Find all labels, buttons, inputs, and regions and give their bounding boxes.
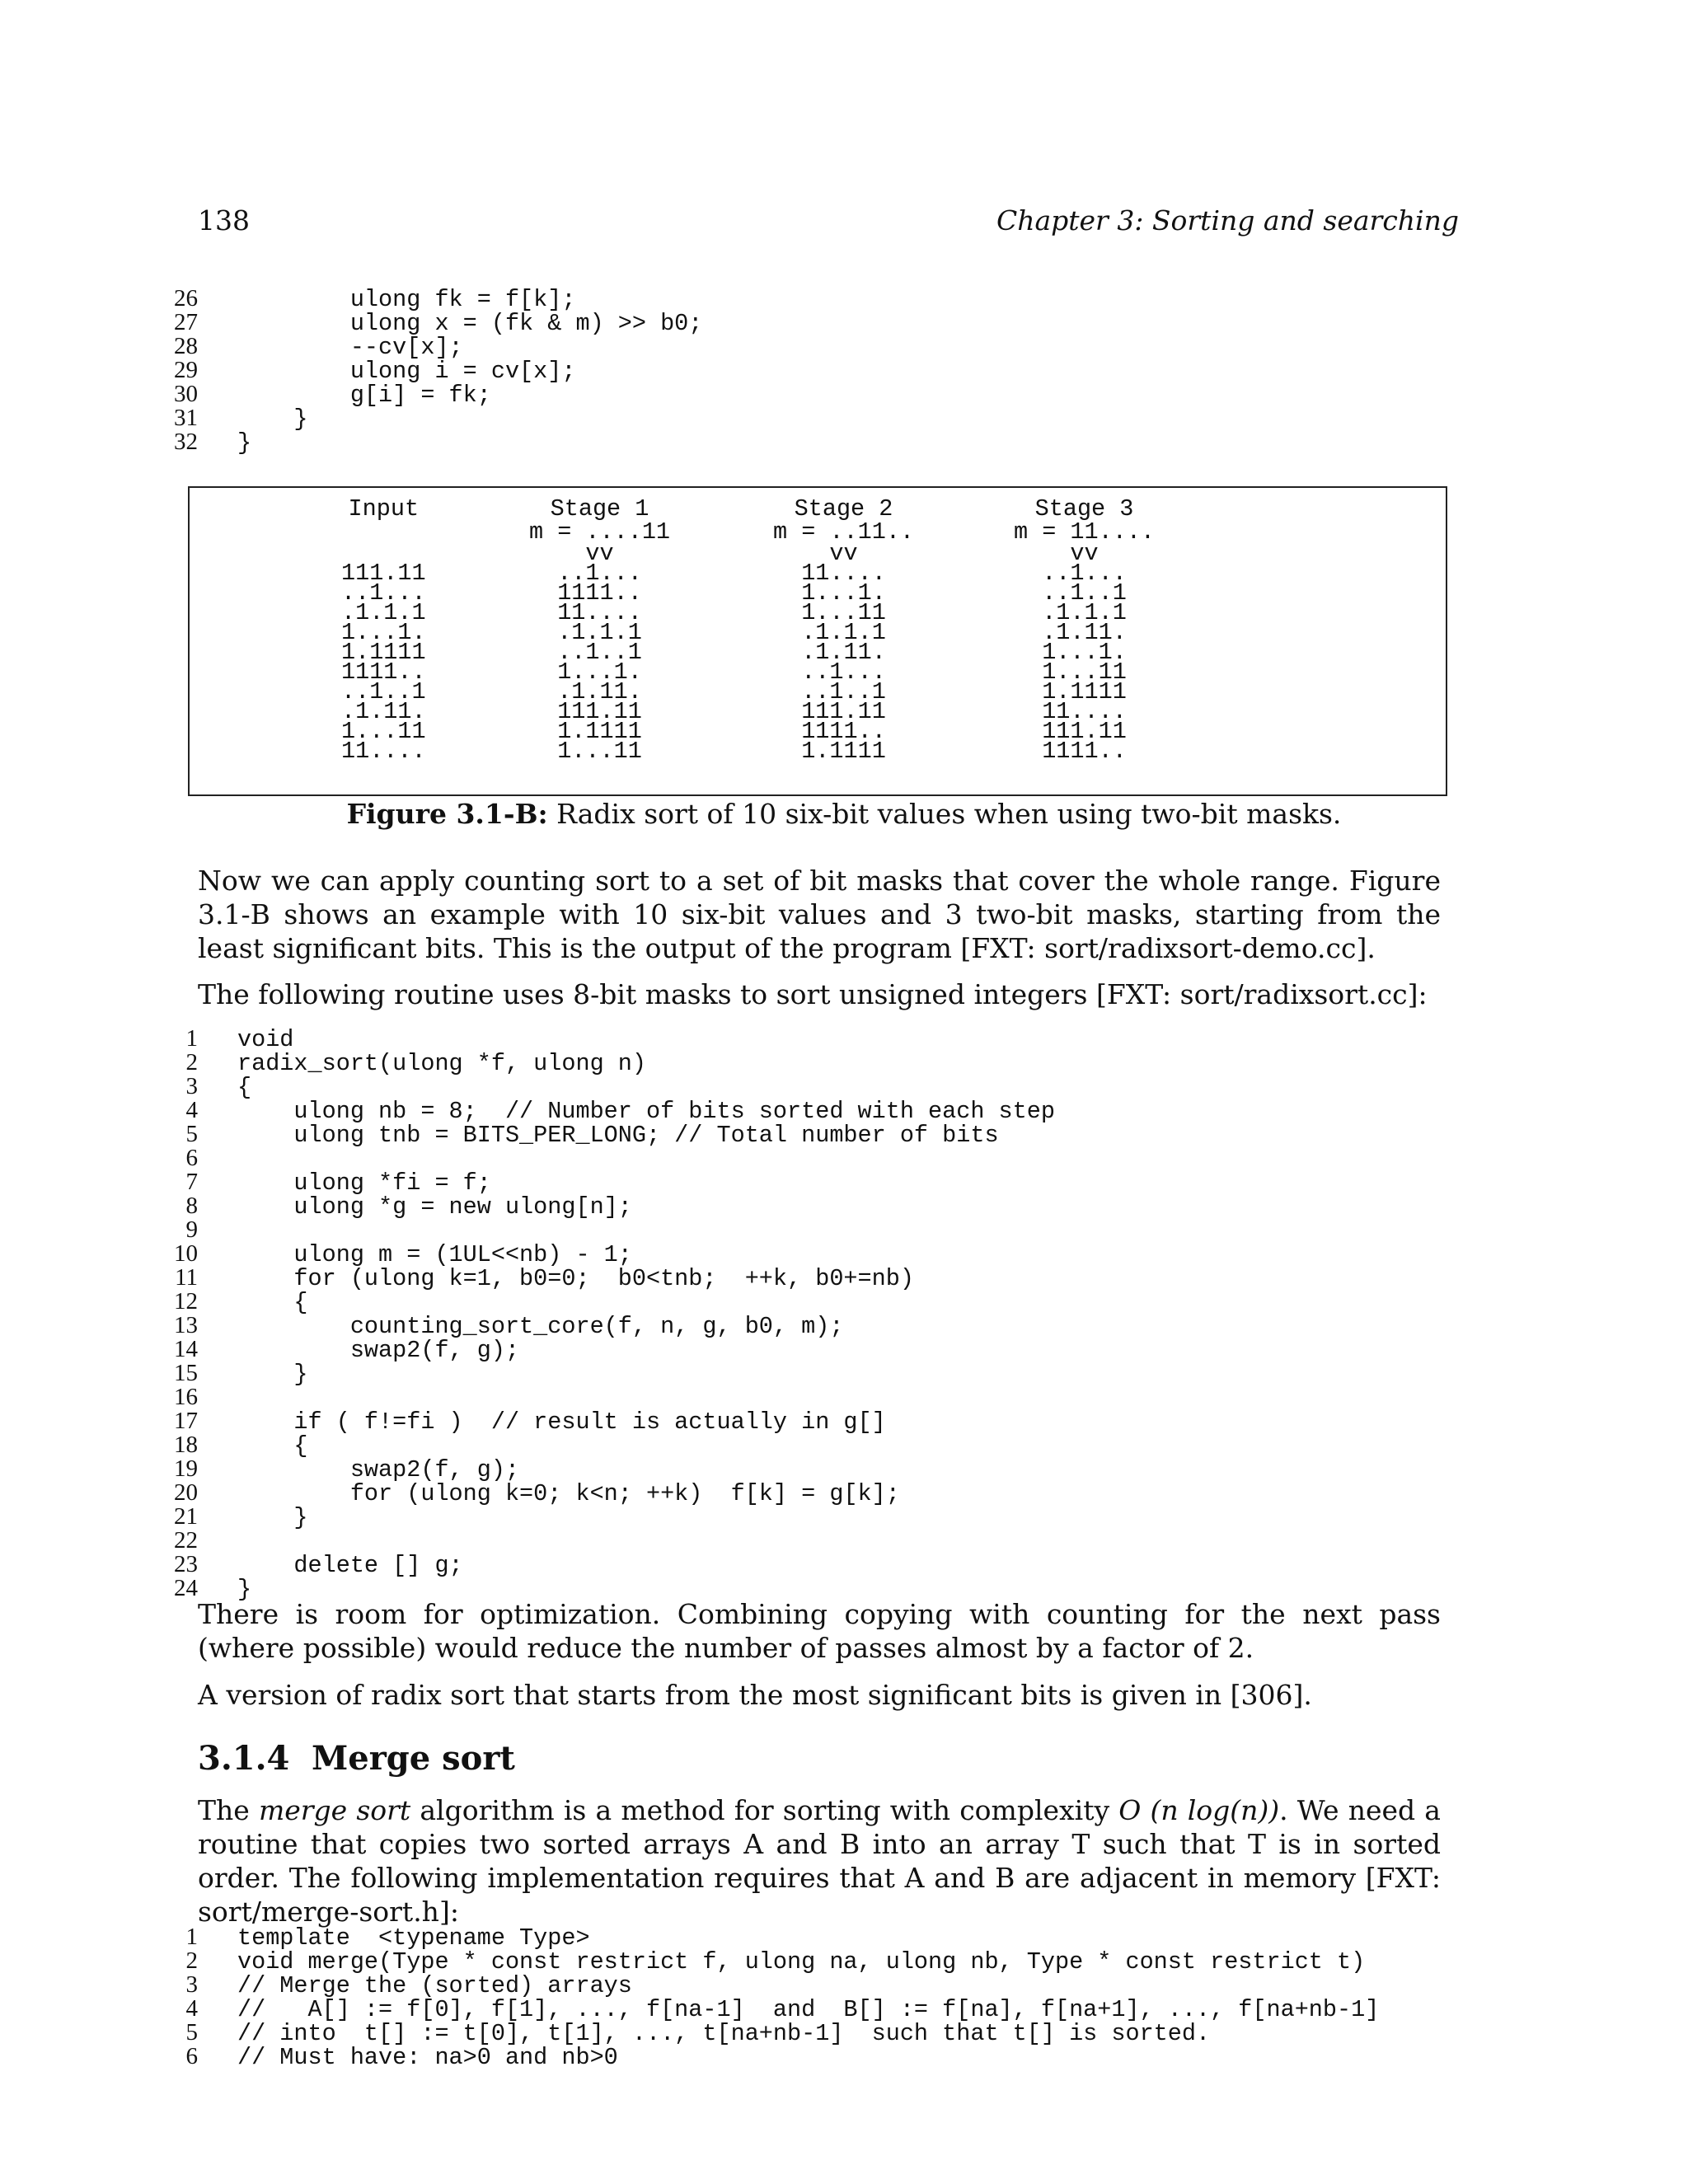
figure-column-stage-3: [1014, 495, 1156, 765]
running-head: Chapter 3: Sorting and searching: [996, 204, 1459, 237]
code-text: }: [237, 429, 252, 457]
line-number: 24: [174, 1575, 198, 1601]
figure-caption-text: Radix sort of 10 six-bit values when using two-bit masks.: [547, 798, 1342, 830]
code-listing-counting-sort-tail: [165, 285, 703, 457]
line-number: 17: [174, 1408, 198, 1434]
code-line: [165, 1408, 1055, 1436]
figure-column-marker: vv: [829, 540, 858, 567]
section-heading: [198, 1739, 515, 1778]
line-number: 7: [185, 1169, 198, 1195]
figure-bit-row: .1.1.1: [557, 619, 642, 646]
figure-bit-row: 1.1111: [801, 738, 886, 765]
line-number: 28: [174, 333, 198, 359]
figure-column-stage-2: [773, 495, 915, 765]
line-number: 10: [174, 1240, 198, 1267]
line-number: 5: [185, 2019, 198, 2046]
line-number: 2: [185, 1947, 198, 1974]
figure-bit-row: 11....: [1042, 698, 1127, 725]
line-number: 1: [185, 1025, 198, 1052]
line-number: 29: [174, 357, 198, 383]
code-text: {: [237, 1289, 308, 1316]
code-line: [165, 1481, 1055, 1505]
merge-intro-rest: . We need a routine that copies two sorted arrays A and B into an array T such that T is in sorted order. The following implementation requires that A and B are adjacent in memory [FXT: sort/merge-sort.h]:: [198, 1794, 1441, 1928]
figure-bit-row: 1...1.: [1042, 639, 1127, 666]
figure-column-mask: m = 11....: [1014, 518, 1156, 546]
figure-bit-row: ..1...: [1042, 560, 1127, 587]
code-text: if ( f!=fi ) // result is actually in g[]: [237, 1408, 886, 1436]
code-line: [165, 1193, 1055, 1221]
code-text: g[i] = fk;: [237, 382, 491, 409]
figure-bit-row: ..1...: [341, 579, 426, 607]
figure-bit-row: 1.1111: [341, 639, 426, 666]
line-number: 19: [174, 1455, 198, 1482]
figure-bit-row: .1.1.1: [341, 599, 426, 626]
line-number: 31: [174, 405, 198, 431]
code-text: counting_sort_core(f, n, g, b0, m);: [237, 1313, 844, 1340]
figure-column-title: Stage 2: [794, 495, 893, 523]
code-line: [165, 1097, 1055, 1125]
code-line: [165, 2021, 1379, 2045]
figure-bit-row: 11....: [341, 738, 426, 765]
figure-bit-row: 1...11: [557, 738, 642, 765]
figure-bit-row: .1.1.1: [801, 619, 886, 646]
code-text: }: [237, 1504, 308, 1531]
code-line: [165, 1218, 1055, 1242]
code-line: [165, 2045, 1379, 2069]
code-line: [165, 1290, 1055, 1314]
figure-bit-row: 11....: [557, 599, 642, 626]
line-number: 4: [185, 1097, 198, 1123]
figure-column-mask: m = ....11: [529, 518, 671, 546]
code-text: ulong nb = 8; // Number of bits sorted with each step: [237, 1098, 1055, 1125]
line-number: 3: [185, 1073, 198, 1099]
code-line: [165, 335, 702, 359]
code-line: [165, 1553, 1055, 1577]
code-line: [165, 1529, 1055, 1553]
code-text: ulong *fi = f;: [237, 1169, 491, 1197]
figure-column-title: Input: [348, 495, 420, 523]
figure-bit-row: ..1...: [557, 560, 642, 587]
figure-bit-row: 1...11: [1042, 658, 1127, 686]
code-text: // Merge the (sorted) arrays: [237, 1972, 632, 1999]
code-line: [165, 1146, 1055, 1170]
figure-column-stage-1: [529, 495, 671, 765]
line-number: 12: [174, 1288, 198, 1315]
code-text: swap2(f, g);: [237, 1456, 520, 1483]
code-text: ulong *g = new ulong[n];: [237, 1193, 632, 1221]
complexity-formula: O (n log(n)): [1118, 1794, 1280, 1826]
code-text: for (ulong k=1, b0=0; b0<tnb; ++k, b0+=nb): [237, 1265, 914, 1292]
code-text: {: [237, 1074, 252, 1101]
code-line: [165, 1336, 1055, 1364]
code-text: ulong x = (fk & m) >> b0;: [237, 310, 703, 337]
line-number: 4: [185, 1995, 198, 2022]
figure-bit-row: .1.11.: [801, 639, 886, 666]
paragraph-msb-version: A version of radix sort that starts from the most significant bits is given in [306].: [198, 1679, 1312, 1711]
figure-caption: [0, 798, 1688, 830]
section-number: 3.1.4: [198, 1739, 290, 1778]
figure-bit-row: ..1..1: [1042, 579, 1127, 607]
figure-column-mask: [341, 521, 426, 544]
paragraph-merge-sort-intro: [198, 1793, 1441, 1929]
code-line: [165, 1505, 1055, 1529]
code-line: [165, 1027, 1055, 1051]
figure-bit-row: ..1..1: [801, 678, 886, 705]
code-line: [165, 1242, 1055, 1266]
code-line: [165, 1266, 1055, 1290]
code-line: [165, 429, 702, 457]
line-number: 14: [174, 1336, 198, 1362]
figure-column-title: Stage 1: [550, 495, 649, 523]
figure-bit-row: .1.11.: [1042, 619, 1127, 646]
code-text: radix_sort(ulong *f, ulong n): [237, 1050, 646, 1077]
code-text: void: [237, 1026, 294, 1053]
line-number: 20: [174, 1479, 198, 1506]
code-text: void merge(Type * const restrict f, ulong na, ulong nb, Type * const restrict t): [237, 1948, 1366, 1975]
line-number: 8: [185, 1193, 198, 1219]
line-number: 13: [174, 1312, 198, 1338]
code-line: [165, 287, 702, 311]
code-listing-radix-sort: [165, 1027, 1055, 1601]
line-number: 32: [174, 429, 198, 455]
code-line: [165, 1385, 1055, 1409]
code-text: ulong m = (1UL<<nb) - 1;: [237, 1241, 632, 1268]
merge-intro-lead: The: [198, 1794, 259, 1826]
line-number: 5: [185, 1121, 198, 1147]
paragraph-radix-routine-intro: The following routine uses 8-bit masks to sort unsigned integers [FXT: sort/radixsort.cc]:: [198, 978, 1428, 1010]
figure-bit-row: .1.1.1: [1042, 599, 1127, 626]
figure-bit-row: 111.11: [801, 698, 886, 725]
merge-intro-middle: algorithm is a method for sorting with complexity: [410, 1794, 1119, 1826]
figure-bit-row: 111.11: [341, 560, 426, 587]
figure-bit-row: 1...11: [801, 599, 886, 626]
figure-bit-row: 1...11: [341, 718, 426, 745]
code-line: [165, 1121, 1055, 1149]
code-text: }: [237, 1361, 308, 1388]
code-text: delete [] g;: [237, 1552, 463, 1579]
figure-bit-row: 1111..: [801, 718, 886, 745]
code-line: [165, 1949, 1379, 1973]
code-text: --cv[x];: [237, 334, 463, 361]
line-number: 18: [174, 1432, 198, 1458]
figure-column-input: [341, 495, 426, 765]
figure-bit-row: 1.1111: [1042, 678, 1127, 705]
line-number: 16: [174, 1384, 198, 1410]
line-number: 26: [174, 285, 198, 312]
code-text: // Must have: na>0 and nb>0: [237, 2044, 618, 2071]
line-number: 6: [185, 1145, 198, 1171]
line-number: 9: [185, 1216, 198, 1243]
figure-bit-row: 1...1.: [801, 579, 886, 607]
code-line: [165, 1051, 1055, 1075]
code-line: [165, 1457, 1055, 1481]
figure-bit-row: .1.11.: [341, 698, 426, 725]
code-line: [165, 357, 702, 385]
line-number: 30: [174, 381, 198, 407]
line-number: 6: [185, 2043, 198, 2069]
code-text: // into t[] := t[0], t[1], ..., t[na+nb-1] such that t[] is sorted.: [237, 2020, 1211, 2047]
code-line: [165, 381, 702, 409]
merge-sort-term: merge sort: [258, 1794, 411, 1826]
figure-bit-row: ..1..1: [557, 639, 642, 666]
figure-bit-row: 111.11: [557, 698, 642, 725]
code-line: [165, 311, 702, 335]
code-text: for (ulong k=0; k<n; ++k) f[k] = g[k];: [237, 1480, 900, 1507]
line-number: 2: [185, 1049, 198, 1076]
code-line: [165, 1314, 1055, 1338]
code-line: [165, 1432, 1055, 1460]
figure-bit-row: 1111..: [341, 658, 426, 686]
figure-bit-row: 1111..: [1042, 738, 1127, 765]
figure-bit-row: ..1...: [801, 658, 886, 686]
paragraph-figure-description: Now we can apply counting sort to a set of bit masks that cover the whole range. Figure 3.1-B shows an example with 10 six-bit values and 3 two-bit masks, starting from the least significant bits. This is the output of the program [FXT: sort/radixsort-demo.cc].: [198, 865, 1441, 964]
code-listing-merge: [165, 1925, 1379, 2069]
code-text: ulong tnb = BITS_PER_LONG; // Total number of bits: [237, 1122, 999, 1149]
figure-column-marker: vv: [1070, 540, 1099, 567]
section-title: Merge sort: [312, 1739, 515, 1778]
code-text: }: [237, 405, 308, 433]
figure-column-marker: vv: [585, 540, 614, 567]
line-number: 3: [185, 1971, 198, 1998]
line-number: 23: [174, 1551, 198, 1577]
line-number: 22: [174, 1527, 198, 1554]
code-line: [165, 1075, 1055, 1099]
code-line: [165, 1169, 1055, 1197]
code-line: [165, 405, 702, 433]
code-text: template <typename Type>: [237, 1924, 590, 1952]
line-number: 1: [185, 1924, 198, 1950]
line-number: 27: [174, 309, 198, 335]
code-line: [165, 1360, 1055, 1388]
figure-bit-row: .1.11.: [557, 678, 642, 705]
code-line: [165, 1924, 1379, 1952]
line-number: 15: [174, 1360, 198, 1386]
line-number: 11: [175, 1264, 198, 1291]
figure-bit-row: 1.1111: [557, 718, 642, 745]
figure-column-title: Stage 3: [1034, 495, 1134, 523]
figure-column-mask: m = ..11..: [773, 518, 915, 546]
page-number: 138: [198, 204, 250, 237]
line-number: 21: [174, 1503, 198, 1530]
code-line: [165, 1997, 1379, 2021]
code-text: {: [237, 1432, 308, 1460]
figure-bit-row: 111.11: [1042, 718, 1127, 745]
figure-bit-row: 1...1.: [557, 658, 642, 686]
paragraph-optimization: There is room for optimization. Combining copying with counting for the next pass (where possible) would reduce the number of passes almost by a factor of 2.: [198, 1598, 1441, 1664]
code-text: ulong i = cv[x];: [237, 358, 576, 385]
figure-caption-label: Figure 3.1-B:: [346, 798, 548, 830]
figure-bit-row: 11....: [801, 560, 886, 587]
figure-box: [188, 486, 1447, 796]
figure-bit-row: 1...1.: [341, 619, 426, 646]
code-text: }: [237, 1576, 252, 1603]
code-text: ulong fk = f[k];: [237, 286, 576, 313]
figure-bit-row: 1111..: [557, 579, 642, 607]
code-text: swap2(f, g);: [237, 1337, 520, 1364]
code-line: [165, 1973, 1379, 1997]
figure-bit-row: ..1..1: [341, 678, 426, 705]
code-text: // A[] := f[0], f[1], ..., f[na-1] and B[] := f[na], f[na+1], ..., f[na+nb-1]: [237, 1996, 1380, 2023]
